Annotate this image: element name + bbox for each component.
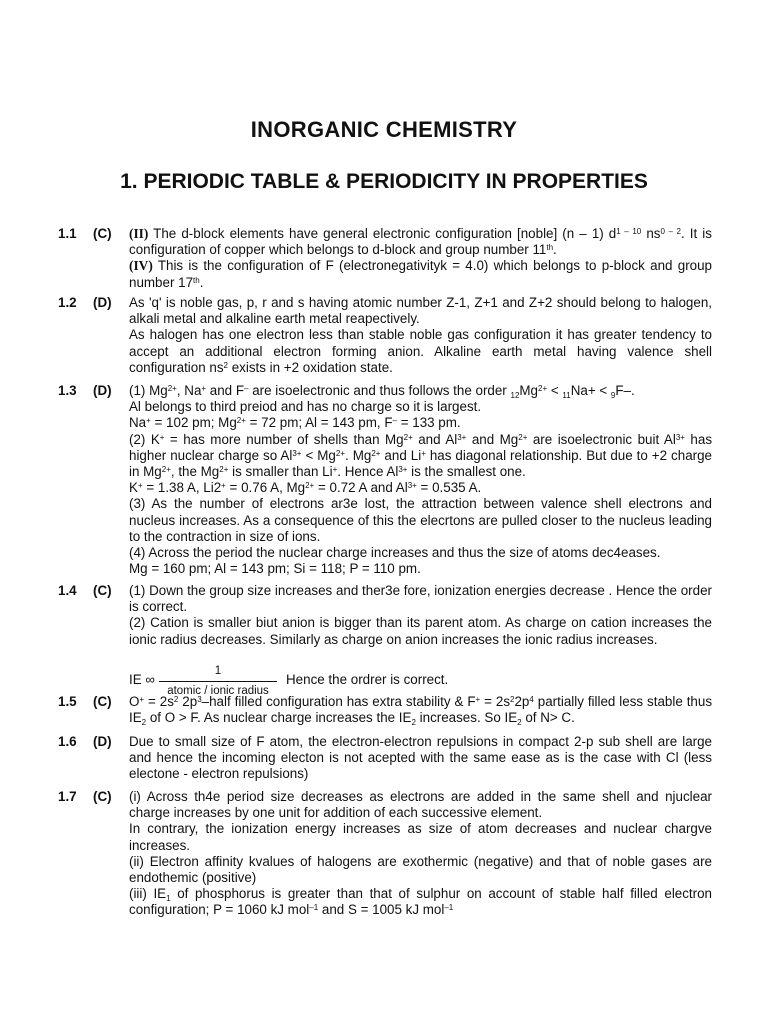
answer-option: (D) <box>93 383 112 398</box>
question-number: 1.7 <box>58 789 77 804</box>
formula-lhs: IE ∞ <box>129 671 155 687</box>
answer-option: (D) <box>93 734 112 749</box>
explanation-paragraph: As halogen has one electron less than stable noble gas configuration it has greater tendency to accept an additional electron forming anion. Alkaline earth metal having valence shell configuration $ns^2$ exists in +2 oxidation state. <box>129 327 712 375</box>
answer-explanation <box>129 694 712 726</box>
question-number: 1.3 <box>58 383 77 398</box>
answer-option: (C) <box>93 694 112 709</box>
explanation-paragraph: (1) Down the group size increases and ther3e fore, ionization energies decrease . Hence the order is correct. <box>129 583 712 615</box>
question-number: 1.5 <box>58 694 77 709</box>
explanation-paragraph: (2) K+ = has more number of shells than $Mg^{2+}$ and $Al^{3+}$ and $Mg^{2+}$ are isoelectronic buit $Al^{3+}$ has higher nuclear charge so $Al^{3+} < Mg^{2+}$. $Mg^{2+}$ and Li+ has diagonal relationship. But due to +2 charge in $Mg^{2+}$, the $Mg^{2+}$ is smaller than Li+. Hence $Al^{3+}$ is the smallest one. <box>129 431 713 480</box>
question-1-7 <box>58 789 712 919</box>
explanation-paragraph: Due to small size of F atom, the electron-electron repulsions in compact 2-p sub shell are large and hence the incoming electon is not acepted with the same ease as is the case with Cl (less electone - electron repulsions) <box>129 734 712 782</box>
answer-explanation <box>129 226 712 291</box>
explanation-paragraph: K+ = 1.38 A, Li2+ = 0.76 A, $Mg^{2+} = 0.72$ A and $Al^{3+} = 0.535$ A. <box>129 480 482 496</box>
answer-option: (C) <box>93 583 112 598</box>
chapter-title: 1. PERIODIC TABLE & PERIODICITY IN PROPERTIES <box>120 170 648 193</box>
page-title: INORGANIC CHEMISTRY <box>250 117 518 142</box>
question-number: 1.1 <box>58 226 77 241</box>
explanation-paragraph: (3) As the number of electrons ar3e lost, the attraction between valence shell electrons and nucleus increases. As a consequence of this the elecrtons are pulled closer to the nucleus leading to the contraction in size of ions. <box>129 496 712 544</box>
answer-explanation <box>129 734 712 783</box>
answer-option: (C) <box>93 226 112 241</box>
explanation-paragraph: Na+ = 102 pm; $Mg^{2+} = 72$ pm; Al = 143 pm, F– = 133 pm. <box>129 415 461 431</box>
explanation-paragraph: (4) Across the period the nuclear charge increases and thus the size of atoms dec4eases. <box>129 545 661 561</box>
explanation-paragraph: (i) Across th4e period size decreases as electrons are added in the same shell and njuclear charge increases by one unit for addition of each successive element. <box>129 789 712 821</box>
answer-explanation <box>129 383 712 577</box>
question-1-1 <box>58 226 712 291</box>
question-number: 1.6 <box>58 734 77 749</box>
answer-explanation <box>129 295 712 376</box>
question-1-2 <box>58 295 712 376</box>
question-1-6 <box>58 734 712 783</box>
explanation-paragraph: (iii) $IE_1$ of phosphorus is greater than that of sulphur on account of stable half filled electron configuration; P = 1060 kJ mol$^{-1}$ and S = 1005 kJ mol$^{-1}$ <box>129 886 713 918</box>
question-number: 1.4 <box>58 583 77 598</box>
explanation-paragraph: (ii) Electron affinity kvalues of halogens are exothermic (negative) and that of noble gases are endothemic (positive) <box>129 853 712 886</box>
question-number: 1.2 <box>58 295 77 310</box>
answer-option: (D) <box>93 295 112 310</box>
explanation-paragraph: (II) The d-block elements have general electronic configuration [noble] (n – 1) $d^{1 - 10}$ $ns^{0 - 2}$. It is configuration of copper which belongs to d-block and group number 11th. <box>129 226 712 258</box>
question-1-3 <box>58 383 712 577</box>
explanation-paragraph: (IV) This is the configuration of F (electronegativityk = 4.0) which belongs to p-block and group number 17th. <box>129 258 712 290</box>
explanation-paragraph: $O^+ = 2s^2$ $2p^3$–half filled configuration has extra stability & $F^+ = 2s^22p^4$ partially filled less stable thus $IE_2$ of O > F. As nuclear charge increases the $IE_2$ increases. So $IE_2$ of N> C. <box>129 694 713 728</box>
fraction-numerator: 1 <box>159 663 277 682</box>
formula-conclusion: Hence the ordrer is correct. <box>286 671 449 687</box>
answer-explanation <box>129 789 712 919</box>
question-1-5 <box>58 694 712 726</box>
explanation-paragraph: (1) $Mg^{2+}$, Na+ and F– are isoelectronic and thus follows the order $_{12}Mg^{2+} < _{11}Na+ < _9F-$. <box>129 383 635 400</box>
explanation-paragraph: (2) Cation is smaller biut anion is bigger than its parent atom. As charge on cation increases the ionic radius decreases. Similarly as charge on anion increases the ionic radius increases. <box>129 615 712 647</box>
question-1-4 <box>58 583 712 702</box>
answer-explanation <box>129 583 712 702</box>
fraction-denominator: atomic / ionic radius <box>167 685 269 698</box>
explanation-paragraph: Mg = 160 pm; Al = 143 pm; Si = 118; P = 110 pm. <box>129 561 421 577</box>
explanation-paragraph: In contrary, the ionization energy increases as size of atom decreases and nuclear chargve increases. <box>129 821 712 853</box>
explanation-paragraph: Al belongs to third preiod and has no charge so it is largest. <box>129 399 482 415</box>
answer-option: (C) <box>93 789 112 804</box>
explanation-paragraph: As 'q' is noble gas, p, r and s having atomic number Z-1, Z+1 and Z+2 should belong to halogen, alkali metal and alkaline earth metal reapectively. <box>129 295 712 327</box>
